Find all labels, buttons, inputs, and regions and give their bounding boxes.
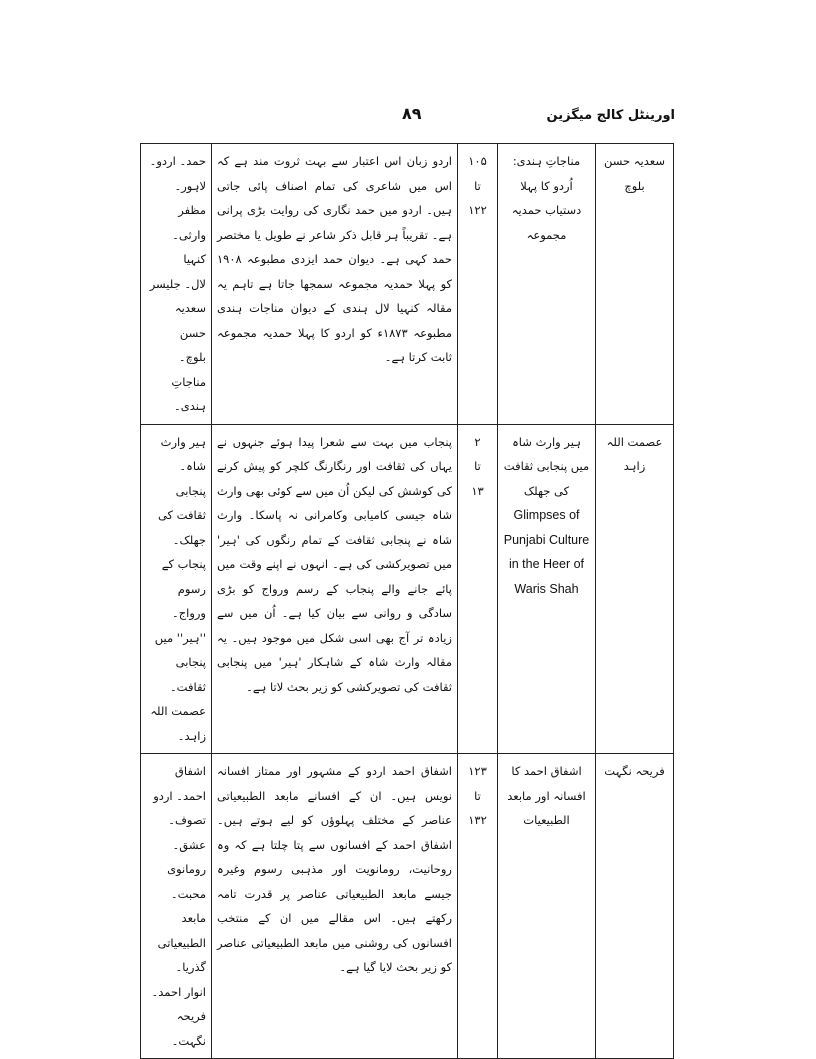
keywords-cell xyxy=(141,754,212,1059)
article-index-table xyxy=(140,143,674,1059)
keyword: بلوچ۔ xyxy=(178,350,206,364)
keyword: انوار احمد۔ xyxy=(151,984,206,999)
keyword: پنجاب کے xyxy=(161,557,206,571)
page-to-word: تا xyxy=(474,178,481,193)
keyword: ''ہیر'' میں پنجابی xyxy=(154,630,206,669)
title-urdu: مناجاتِ ہندی: اُردو کا پہلا دستیاب حمدیہ مجموعہ xyxy=(511,154,582,242)
table-row xyxy=(141,754,674,1059)
keyword: رسوم ورواج۔ xyxy=(171,581,206,620)
pages-cell xyxy=(458,144,498,425)
keyword: جھلک۔ xyxy=(172,532,206,547)
keyword: زاہد۔ xyxy=(177,728,206,743)
keyword: تصوف۔ عشق۔ xyxy=(168,813,206,852)
keyword: گذریا۔ xyxy=(175,960,206,974)
keywords-cell xyxy=(141,144,212,425)
table-row xyxy=(141,424,674,754)
page-number: ۸۹ xyxy=(402,104,422,123)
keyword: فریحہ نگہت۔ xyxy=(171,1009,206,1048)
keyword: لاہور۔ مظفر xyxy=(174,178,206,217)
page-to: ۱۳ xyxy=(471,483,484,498)
keywords-cell xyxy=(141,424,212,754)
page-from: ۲ xyxy=(474,434,481,449)
keyword: اشفاق احمد۔ اردو xyxy=(153,764,206,803)
author-cell: عصمت اللہ زاہد xyxy=(596,424,674,754)
keyword: عصمت اللہ xyxy=(150,704,206,718)
title-cell xyxy=(498,144,596,425)
table-row xyxy=(141,144,674,425)
keyword: مناجاتِ ہندی۔ xyxy=(171,374,206,413)
author-cell: فریحہ نگہت xyxy=(596,754,674,1059)
author-cell: سعدیہ حسن بلوچ xyxy=(596,144,674,425)
page-to: ۱۲۲ xyxy=(468,203,487,217)
title-urdu: اشفاق احمد کا افسانہ اور مابعد الطبیعیات xyxy=(507,764,586,827)
keyword: لال۔ جلیسر xyxy=(149,276,206,291)
keyword: ثقافت۔ xyxy=(169,679,206,694)
page-header xyxy=(140,104,675,134)
abstract-cell: اشفاق احمد اردو کے مشہور اور ممتاز افسانہ نویس ہیں۔ ان کے افسانے مابعد الطبیعیاتی عناصر کے مختلف پہلوؤں کو لیے ہوتے ہیں۔ اشفاق احمد کے افسانوں سے پتا چلتا ہے کہ وہ روحانیت، رومانویت اور مذہبی رسوم وغیرہ جیسے مابعد الطبیعیاتی عناصر پر قدرت تامہ رکھتے ہیں۔ اس مقالے میں ان کے منتخب افسانوں کی روشنی میں مابعد الطبیعیاتی عناصر کو زیر بحث لایا گیا ہے۔ xyxy=(212,754,458,1059)
title-cell xyxy=(498,754,596,1059)
keyword: سعدیہ حسن xyxy=(174,301,206,340)
journal-title: اورینٹل کالج میگزین xyxy=(546,108,675,123)
keyword: ہیر وارث شاہ۔ xyxy=(160,434,206,473)
pages-cell xyxy=(458,754,498,1059)
page-to-word: تا xyxy=(474,459,481,473)
keyword: پنجابی ثقافت کی xyxy=(157,483,206,522)
keyword: حمد۔ اردو۔ xyxy=(149,154,206,168)
pages-cell xyxy=(458,424,498,754)
title-cell xyxy=(498,424,596,754)
page-from: ۱۰۵ xyxy=(468,154,487,168)
keyword: رومانوی محبت۔ xyxy=(167,862,206,901)
page-to: ۱۳۲ xyxy=(468,813,487,827)
abstract-cell: پنجاب میں بہت سے شعرا پیدا ہوئے جنہوں نے یہاں کی ثقافت اور رنگارنگ کلچر کو پیش کرنے کی کوشش کی لیکن اُن میں سے کوئی بھی وارث شاہ جیسی کامیابی وکامرانی نہ پاسکا۔ وارث شاہ نے پنجابی ثقافت کے تمام رنگوں کی 'ہیر' میں تصویرکشی کی ہے۔ انہوں نے اپنے وقت میں پائے جانے والے پنجاب کے رسم ورواج کو بڑی سادگی و روانی سے بیان کیا ہے۔ اُن میں سے زیادہ تر آج بھی اسی شکل میں موجود ہیں۔ یہ مقالہ وارث شاہ کے شاہکار 'ہیر' میں پنجابی ثقافت کی تصویرکشی کو زیر بحث لاتا ہے۔ xyxy=(212,424,458,754)
keyword: وارثی۔ کنہیا xyxy=(172,227,206,266)
abstract-cell: اردو زبان اس اعتبار سے بہت ثروت مند ہے کہ اس میں شاعری کی تمام اصناف پائی جاتی ہیں۔ اردو میں حمد نگاری کی روایت بڑی پرانی ہے۔ تقریباً ہر قابل ذکر شاعر نے طویل یا مختصر حمد کہی ہے۔ دیوان حمد ایزدی مطبوعہ ۱۹۰۸ کو پہلا حمدیہ مجموعہ سمجھا جاتا ہے تاہم یہ مقالہ کنہیا لال ہندی کے دیوان مناجات ہندی مطبوعہ ۱۸۷۳ء کو اردو کا پہلا حمدیہ مجموعہ ثابت کرتا ہے۔ xyxy=(212,144,458,425)
title-urdu: ہیر وارث شاہ میں پنجابی ثقافت کی جھلک xyxy=(503,434,590,498)
page-to-word: تا xyxy=(474,788,481,803)
page-from: ۱۲۳ xyxy=(468,764,487,778)
keyword: مابعد الطبیعیاتی xyxy=(157,911,206,950)
title-english: Glimpses of Punjabi Culture in the Heer of Waris Shah xyxy=(503,508,590,596)
